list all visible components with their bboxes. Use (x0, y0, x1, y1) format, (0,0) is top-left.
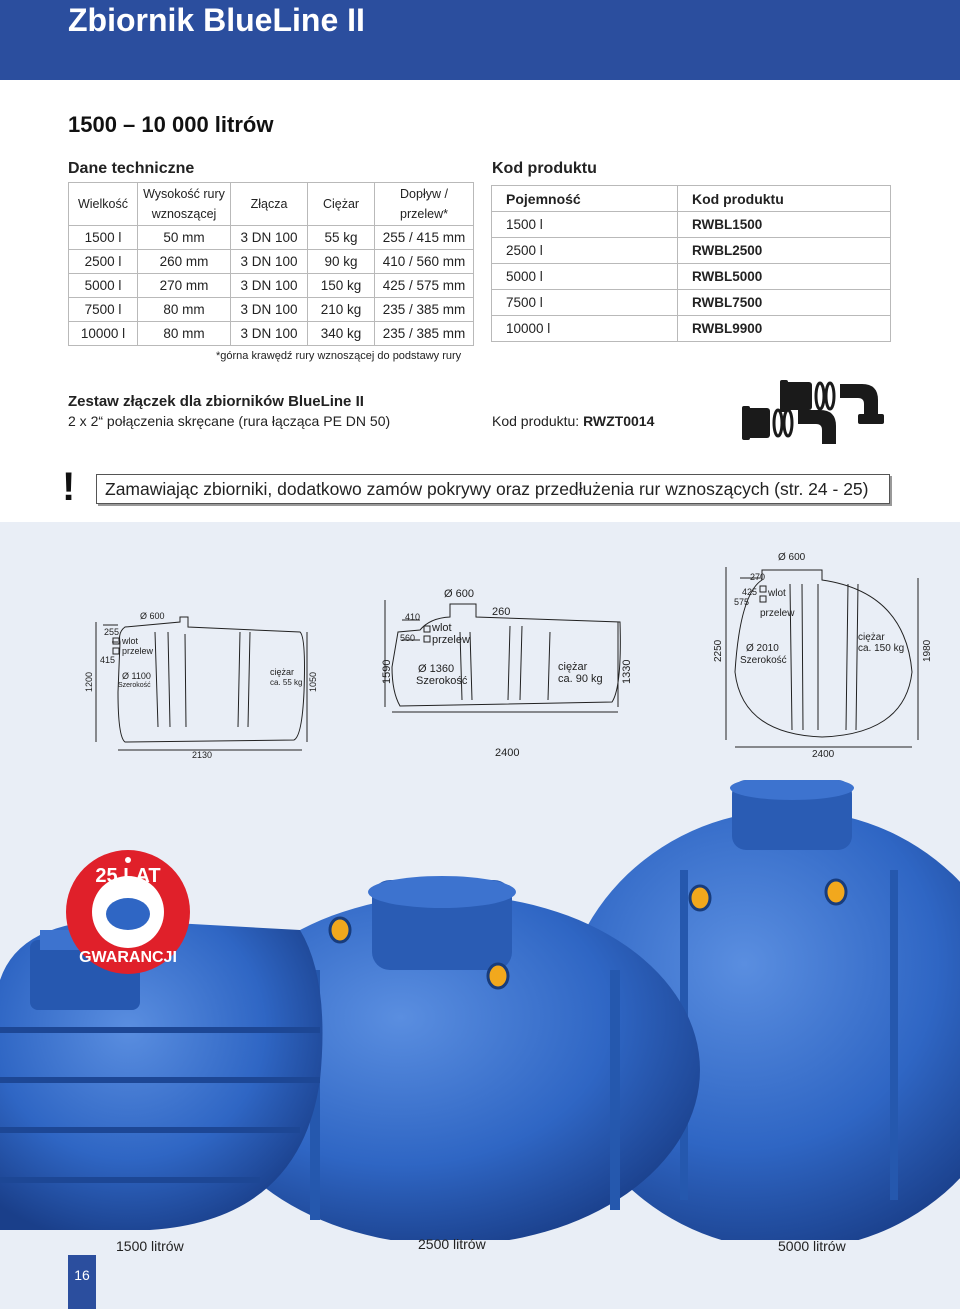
table-row (492, 238, 891, 264)
d1-h2: 415 (100, 655, 116, 665)
cell: 10000 l (492, 316, 678, 342)
table-row (69, 226, 474, 250)
guarantee-badge (66, 850, 190, 974)
col-inlet-overflow: Dopływ / przelew* (375, 183, 474, 226)
d2-inlet: wlot (432, 622, 452, 634)
capacity-range: 1500 – 10 000 litrów (68, 112, 274, 137)
col-size: Wielkość (69, 183, 138, 226)
cell: RWBL2500 (678, 238, 891, 264)
table-row (492, 316, 891, 342)
cell: 270 mm (138, 274, 231, 298)
badge-bottom-text: GWARANCJI (79, 949, 177, 966)
technical-drawings (0, 522, 960, 782)
d1-length: 2130 (192, 750, 213, 760)
d2-height-body: 1330 (621, 659, 633, 684)
footnote: *górna krawędź rury wznoszącej do podstawy rury (216, 350, 462, 362)
cell: 255 / 415 mm (375, 226, 474, 250)
cell: RWBL1500 (678, 212, 891, 238)
d1-overflow: przelew (122, 646, 154, 656)
col-riser-height: Wysokość rury wznoszącej (138, 183, 231, 226)
tanks-photo (0, 780, 960, 1240)
d3-h2: 575 (734, 597, 750, 607)
cell: RWBL7500 (678, 290, 891, 316)
cell: 410 / 560 mm (375, 250, 474, 274)
table-row (492, 212, 891, 238)
cell: 2500 l (492, 238, 678, 264)
d1-dia-label: Szerokość (118, 682, 151, 689)
cell: 1500 l (492, 212, 678, 238)
d1-height-body: 1050 (308, 671, 318, 692)
cell: 235 / 385 mm (375, 322, 474, 346)
caption-1500: 1500 litrów (116, 1238, 184, 1254)
table-row (492, 264, 891, 290)
d3-h1: 425 (742, 587, 758, 597)
table-row (492, 290, 891, 316)
d1-inlet: wlot (122, 636, 139, 646)
cell: 1500 l (69, 226, 138, 250)
tank-outline-2500 (392, 604, 620, 706)
warning-text: Zamawiając zbiorniki, dodatkowo zamów pokrywy oraz przedłużenia rur wznoszących (str. 24 - 25) (105, 479, 869, 499)
cell: 235 / 385 mm (375, 298, 474, 322)
fitting-kit-title: Zestaw złączek dla zbiorników BlueLine II (68, 393, 364, 410)
d2-length: 2400 (495, 747, 520, 759)
d3-height-body: 1980 (922, 639, 933, 662)
d1-dia: Ø 1100 (122, 671, 151, 681)
cell: 55 kg (308, 226, 375, 250)
page-number: 16 (68, 1255, 96, 1309)
cell: 7500 l (492, 290, 678, 316)
d3-height-total: 2250 (713, 639, 724, 662)
page-title: Zbiornik BlueLine II (68, 2, 365, 38)
table-row (69, 298, 474, 322)
cell: 260 mm (138, 250, 231, 274)
cell: 90 kg (308, 250, 375, 274)
d3-length: 2400 (812, 749, 835, 760)
d2-h1: 410 (405, 612, 421, 622)
d2-weight-val: ca. 90 kg (558, 673, 603, 685)
d3-dia-label: Szerokość (740, 655, 787, 666)
d3-dia: Ø 2010 (746, 643, 779, 654)
table-row (69, 274, 474, 298)
col-code: Kod produktu (678, 186, 891, 212)
d2-opening: Ø 600 (444, 588, 474, 600)
d3-inlet: wlot (768, 588, 786, 599)
cell: 5000 l (69, 274, 138, 298)
kit-code-value: RWZT0014 (583, 413, 655, 429)
page-header (0, 0, 960, 80)
cell: 3 DN 100 (231, 250, 308, 274)
d3-weight-val: ca. 150 kg (858, 643, 905, 654)
d2-overflow: przelew (432, 634, 470, 646)
caption-2500: 2500 litrów (418, 1236, 486, 1252)
d1-height-total: 1200 (84, 671, 94, 692)
cell: 7500 l (69, 298, 138, 322)
d1-weight: ciężar (270, 667, 295, 677)
d2-dia: Ø 1360 (418, 663, 455, 675)
d2-dia-label: Szerokość (416, 675, 468, 687)
table-row (69, 250, 474, 274)
d2-riser: 260 (492, 606, 511, 618)
table-header-row (492, 186, 891, 212)
product-code-title: Kod produktu (492, 160, 597, 177)
d1-h1: 255 (104, 627, 120, 637)
cell: 150 kg (308, 274, 375, 298)
table-row (69, 322, 474, 346)
caption-5000: 5000 litrów (778, 1238, 846, 1254)
warning-box (96, 474, 890, 504)
d3-riser: 270 (750, 572, 766, 582)
table-header-row (69, 183, 474, 226)
cell: 210 kg (308, 298, 375, 322)
cell: 3 DN 100 (231, 226, 308, 250)
cell: 3 DN 100 (231, 274, 308, 298)
d1-weight-val: ca. 55 kg (270, 678, 303, 687)
cell: 3 DN 100 (231, 298, 308, 322)
cell: RWBL5000 (678, 264, 891, 290)
tech-data-title: Dane techniczne (68, 160, 195, 177)
kit-code-label: Kod produktu: (492, 413, 584, 429)
col-weight: Ciężar (308, 183, 375, 226)
d2-weight: ciężar (558, 661, 588, 673)
col-connectors: Złącza (231, 183, 308, 226)
cell: 5000 l (492, 264, 678, 290)
d2-height-total: 1590 (381, 659, 393, 684)
cell: RWBL9900 (678, 316, 891, 342)
fitting-kit-code (492, 413, 654, 429)
cell: 80 mm (138, 322, 231, 346)
cell: 50 mm (138, 226, 231, 250)
col-capacity: Pojemność (492, 186, 678, 212)
cell: 2500 l (69, 250, 138, 274)
d3-overflow: przelew (760, 608, 795, 619)
pipe-fittings-image (740, 378, 890, 450)
cell: 10000 l (69, 322, 138, 346)
badge-top-text: 25 LAT (95, 865, 161, 887)
fitting-kit-description: 2 x 2“ połączenia skręcane (rura łącząca PE DN 50) (68, 413, 391, 429)
d2-h2: 560 (400, 633, 416, 643)
cell: 340 kg (308, 322, 375, 346)
product-code-table (491, 185, 891, 342)
cell: 3 DN 100 (231, 322, 308, 346)
d3-opening: Ø 600 (778, 552, 806, 563)
d3-weight: ciężar (858, 632, 885, 643)
cell: 425 / 575 mm (375, 274, 474, 298)
tech-data-table (68, 182, 474, 346)
d1-opening: Ø 600 (140, 611, 165, 621)
cell: 80 mm (138, 298, 231, 322)
warning-icon: ! (62, 465, 76, 509)
